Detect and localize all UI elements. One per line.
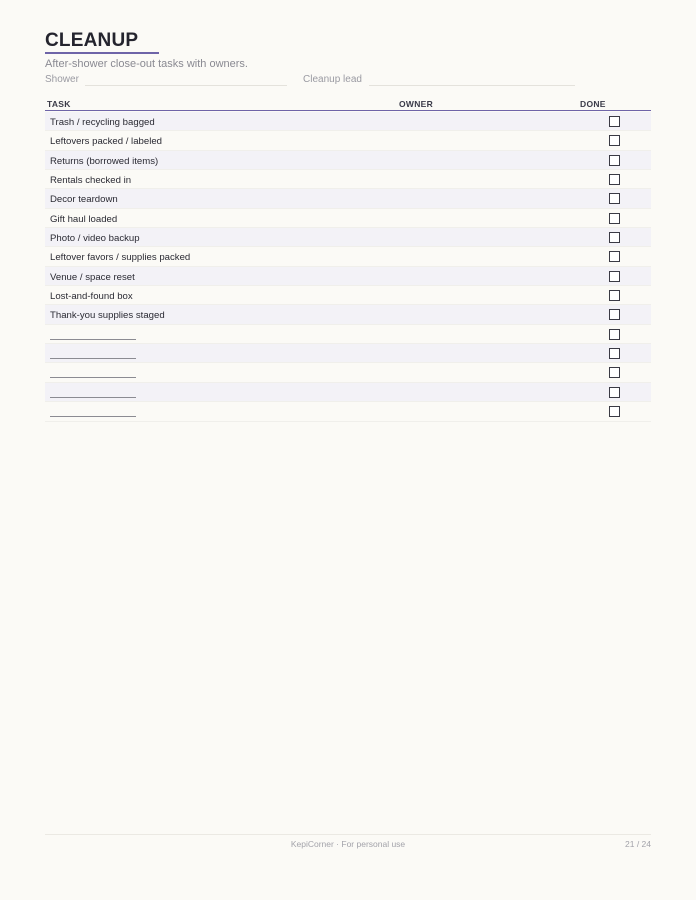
owner-cell[interactable] — [399, 262, 519, 263]
shower-field[interactable] — [45, 74, 287, 88]
task-blank-line[interactable] — [50, 397, 136, 398]
table-row — [45, 189, 651, 208]
task-blank-line[interactable] — [50, 339, 136, 340]
task-name: Venue / space reset — [50, 271, 135, 283]
owner-cell[interactable] — [399, 417, 519, 418]
task-name: Photo / video backup — [50, 233, 140, 245]
table-row — [45, 325, 651, 344]
table-row — [45, 267, 651, 286]
shower-label: Shower — [45, 74, 79, 85]
owner-cell[interactable] — [399, 146, 519, 147]
owner-cell[interactable] — [399, 398, 519, 399]
owner-cell[interactable] — [399, 127, 519, 128]
owner-cell[interactable] — [399, 166, 519, 167]
done-checkbox[interactable] — [609, 174, 620, 185]
done-checkbox[interactable] — [609, 271, 620, 282]
table-row — [45, 228, 651, 247]
table-row — [45, 112, 651, 131]
done-checkbox[interactable] — [609, 135, 620, 146]
footer-brand: KepiCorner · For personal use — [290, 839, 406, 849]
cleanup-lead-label: Cleanup lead — [303, 74, 362, 85]
table-row — [45, 363, 651, 382]
task-name: Gift haul loaded — [50, 213, 118, 225]
table-row — [45, 170, 651, 189]
column-header-done: DONE — [580, 99, 606, 109]
owner-cell[interactable] — [399, 224, 519, 225]
column-header-owner: OWNER — [399, 99, 434, 109]
table-row — [45, 383, 651, 402]
shower-fill-line[interactable] — [85, 85, 287, 86]
task-name: Leftovers packed / labeled — [50, 136, 163, 148]
table-row — [45, 209, 651, 228]
owner-cell[interactable] — [399, 320, 519, 321]
task-name: Rentals checked in — [50, 175, 132, 187]
table-row — [45, 247, 651, 266]
done-checkbox[interactable] — [609, 116, 620, 127]
cleanup-lead-fill-line[interactable] — [369, 85, 575, 86]
owner-cell[interactable] — [399, 301, 519, 302]
task-blank-line[interactable] — [50, 416, 136, 417]
column-header-task: TASK — [47, 99, 71, 109]
table-row — [45, 305, 651, 324]
page — [45, 0, 651, 900]
owner-cell[interactable] — [399, 378, 519, 379]
done-checkbox[interactable] — [609, 406, 620, 417]
task-blank-line[interactable] — [50, 358, 136, 359]
done-checkbox[interactable] — [609, 309, 620, 320]
owner-cell[interactable] — [399, 282, 519, 283]
table-row — [45, 286, 651, 305]
task-table — [45, 112, 651, 422]
done-checkbox[interactable] — [609, 367, 620, 378]
owner-cell[interactable] — [399, 359, 519, 360]
done-checkbox[interactable] — [609, 155, 620, 166]
done-checkbox[interactable] — [609, 193, 620, 204]
owner-cell[interactable] — [399, 185, 519, 186]
done-checkbox[interactable] — [609, 387, 620, 398]
page-subtitle: After-shower close-out tasks with owners. — [45, 58, 248, 70]
done-checkbox[interactable] — [609, 232, 620, 243]
task-blank-line[interactable] — [50, 377, 136, 378]
page-title: CLEANUP — [45, 30, 139, 51]
footer-divider — [45, 834, 651, 835]
done-checkbox[interactable] — [609, 329, 620, 340]
table-header — [45, 97, 651, 111]
owner-cell[interactable] — [399, 340, 519, 341]
task-name: Thank-you supplies staged — [50, 310, 165, 322]
table-row — [45, 151, 651, 170]
cleanup-lead-field[interactable] — [303, 74, 575, 88]
table-row — [45, 131, 651, 150]
task-name: Decor teardown — [50, 194, 118, 206]
done-checkbox[interactable] — [609, 290, 620, 301]
task-name: Lost-and-found box — [50, 291, 133, 303]
page-number: 21 / 24 — [625, 839, 651, 849]
task-name: Returns (borrowed items) — [50, 155, 159, 167]
done-checkbox[interactable] — [609, 251, 620, 262]
done-checkbox[interactable] — [609, 348, 620, 359]
table-row — [45, 344, 651, 363]
done-checkbox[interactable] — [609, 213, 620, 224]
owner-cell[interactable] — [399, 243, 519, 244]
task-name: Leftover favors / supplies packed — [50, 252, 191, 264]
table-row — [45, 402, 651, 421]
task-name: Trash / recycling bagged — [50, 117, 155, 128]
title-underline — [45, 52, 159, 54]
owner-cell[interactable] — [399, 204, 519, 205]
